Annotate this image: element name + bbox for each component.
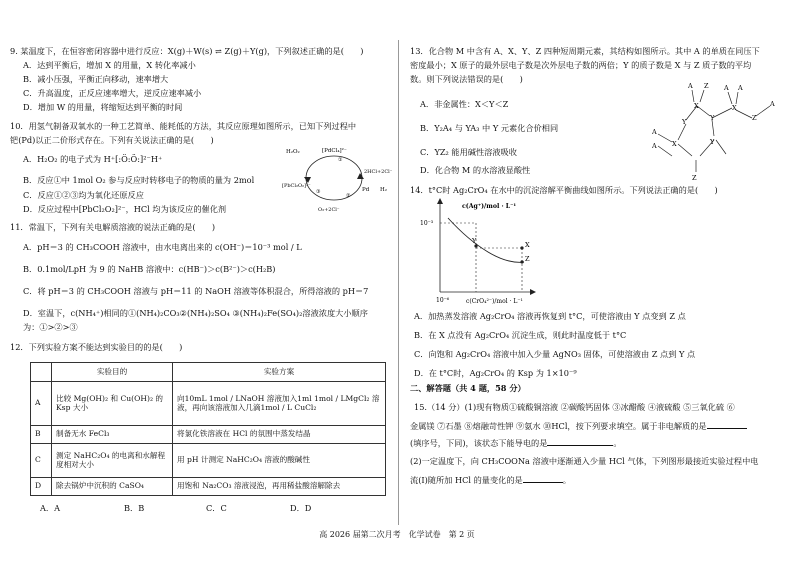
- q9-option-d: D．增加 W 的用量，将缩短达到平衡的时间: [23, 102, 183, 112]
- q13-stem-3: 数。则下列说法错误的是( ): [410, 74, 523, 84]
- row-id: B: [31, 426, 52, 444]
- solubility-curve: [448, 218, 524, 262]
- q13-option-b: B．Y₂A₄ 与 YA₃ 中 Y 元素化合价相同: [420, 123, 559, 133]
- q15-line-5-text: 流(I)随所加 HCl 的量变化的是: [410, 475, 523, 485]
- q10-cycle-diagram: [282, 143, 392, 215]
- table-header-cell: [31, 363, 52, 382]
- q15-line-4: (2)一定温度下，向 CH₃COONa 溶液中逐渐通入少量 HCl 气体，下列图形最接近实验过程中电: [410, 456, 759, 466]
- q11-option-b: B．0.1mol/LpH 为 9 的 NaHB 溶液中：c(HB⁻)＞c(B²⁻)＞c(H₂B): [23, 264, 276, 274]
- q15-line-2-text: 金属镁 ⑦石墨 ⑧熔融苛性钾 ⑨氨水 ⑩HCl，按下列要求填空。属于非电解质的是: [410, 421, 707, 431]
- atom: A: [688, 82, 693, 90]
- row-id: C: [31, 444, 52, 478]
- q10-option-b: B．反应①中 1mol O₂ 参与反应时转移电子的物质的量为 2mol: [23, 175, 255, 185]
- table-header-cell: 实验方案: [173, 363, 386, 382]
- atom: X: [694, 102, 699, 110]
- y-axis-label: c(Ag⁺)/mol · L⁻¹: [462, 203, 517, 210]
- cycle-label-h2: H₂: [380, 187, 388, 193]
- q11-option-c: C．将 pH＝3 的 CH₃COOH 溶液与 pH＝11 的 NaOH 溶液等体积混合，所得溶液的 pH＝7: [23, 286, 369, 296]
- q11-option-a: A．pH＝3 的 CH₃COOH 溶液中，由水电离出来的 c(OH⁻)＝10⁻³ mol / L: [23, 242, 302, 252]
- table-row: [31, 426, 386, 444]
- atom: A: [652, 142, 657, 150]
- answer-blank[interactable]: [547, 437, 613, 446]
- row-plan: 将氯化铁溶液在 HCl 的氛围中蒸发结晶: [173, 426, 386, 444]
- q13-option-d: D．化合物 M 的水溶液显酸性: [420, 165, 531, 175]
- y-tick-label: 10⁻³: [420, 220, 434, 227]
- label-x: X: [525, 241, 530, 249]
- atom: A: [724, 84, 729, 92]
- q12-stem: 12．下列实验方案不能达到实验目的的是( ): [10, 342, 183, 352]
- q13-stem-1: 13．化合物 M 中含有 A、X、Y、Z 四种短周期元素，其结构如图所示。其中 A 的单质在同压下: [410, 46, 760, 56]
- section-title: 二、解答题（共 4 题，58 分）: [410, 383, 526, 393]
- q11-option-d-cont: 为：①>②>③: [23, 322, 78, 332]
- q13-option-c: C．YZ₂ 能用碱性溶液吸收: [420, 147, 517, 157]
- row-plan: 用 pH 计测定 NaHC₂O₄ 溶液的酸碱性: [173, 444, 386, 478]
- q10-stem-1: 10．用氢气制备双氧水的一种工艺简单、能耗低的方法，其反应原理如图所示，已知下列过程中: [10, 121, 357, 131]
- table-header-cell: 实验目的: [52, 363, 173, 382]
- page-footer: 高 2026 届第二次月考 化学试卷 第 2 页: [319, 530, 475, 539]
- q15-line-3: (填序号，下同)，该状态下能导电的是 。: [410, 438, 622, 448]
- column-divider: [398, 40, 399, 525]
- q13-structure-diagram: [652, 76, 792, 184]
- q10-option-c: C．反应①②③均为氧化还原反应: [23, 190, 144, 200]
- q15-line-5: 流(I)随所加 HCl 的量变化的是 。: [410, 475, 571, 485]
- q10-stem-2: 钯(Pd)以正二价形式存在。下列有关说法正确的是( ): [10, 135, 214, 145]
- q14-option-b: B．在 X 点没有 Ag₂CrO₄ 沉淀生成，则此时温度低于 t°C: [414, 330, 627, 340]
- q12-experiment-table: [30, 362, 386, 496]
- bonds: [658, 90, 770, 172]
- atom: Z: [704, 82, 709, 90]
- table-row: [31, 478, 386, 496]
- cycle-label-pd: Pd: [362, 187, 370, 193]
- q11-option-d: D．室温下，c(NH₄⁺)相同的①(NH₄)₂CO₃②(NH₄)₂SO₄ ③(NH₄)₂Fe(SO₄)₂溶液浓度大小顺序: [23, 308, 368, 318]
- row-id: A: [31, 382, 52, 426]
- atom: Y: [710, 138, 715, 146]
- point-x: [520, 246, 523, 249]
- row-plan: 用饱和 Na₂CO₃ 溶液浸泡，再用稀盐酸溶解除去: [173, 478, 386, 496]
- cycle-step-3: ③: [316, 189, 321, 195]
- q10-option-a: A．H₂O₂ 的电子式为 H⁺[:Ö:Ö:]²⁻H⁺: [23, 154, 163, 164]
- cycle-label-hcl: 2HCl+2Cl⁻: [364, 169, 392, 175]
- q9-option-b: B．减小压强，平衡正向移动，速率增大: [23, 74, 169, 84]
- q15-line-2: [410, 420, 747, 431]
- atom: A: [652, 128, 657, 136]
- q13-stem-2: 密度最小；X 原子的最外层电子数是次外层电子数的两倍；Y 的质子数是 X 与 Z 质子数的平均: [410, 60, 752, 70]
- table-header-row: [31, 363, 386, 382]
- y-axis-arrow: [437, 198, 443, 204]
- q15-line-1: 15.（14 分）(1)现有物质①硫酸铜溶液 ②碳酸钙固体 ③冰醋酸 ④液硫酸 ⑤三氧化硫 ⑥: [414, 402, 735, 412]
- row-plan: 向10mL 1mol / LNaOH 溶液加入1ml 1mol / LMgCl₂ 溶液，再向该溶液加入几滴1mol / L CuCl₂: [173, 382, 386, 426]
- q12-answer-a: A．A: [40, 503, 61, 513]
- cycle-arrow: [357, 173, 364, 179]
- q9-option-a: A．达到平衡后，增加 X 的用量，X 转化率减小: [23, 60, 196, 70]
- q14-option-a: A．加热蒸发溶液 Ag₂CrO₄ 溶液再恢复到 t°C，可使溶液由 Y 点变到 Z 点: [414, 311, 686, 321]
- atom: Y: [682, 118, 687, 126]
- q12-answer-b: B．B: [124, 503, 145, 513]
- q15-line-3-text: (填序号，下同)，该状态下能导电的是: [410, 438, 548, 448]
- q9-option-c: C．升高温度，正反应速率增大，逆反应速率减小: [23, 88, 202, 98]
- row-purpose: 制备无水 FeCl₃: [52, 426, 173, 444]
- point-z: [520, 260, 523, 263]
- answer-blank[interactable]: [707, 420, 747, 429]
- atom: Z: [692, 174, 697, 182]
- cycle-label-o2: O₂+2Cl⁻: [318, 207, 340, 213]
- q14-stem: 14．t°C时 Ag₂CrO₄ 在水中的沉淀溶解平衡曲线如图所示。下列说法正确的是( ): [410, 185, 718, 195]
- cycle-step-2: ②: [346, 193, 351, 199]
- cycle-label-pdcl4: [PdCl₄]²⁻: [322, 148, 347, 154]
- row-purpose: 比较 Mg(OH)₂ 和 Cu(OH)₂ 的 Ksp 大小: [52, 382, 173, 426]
- q10-option-d: D．反应过程中[PbCl₂O₂]²⁻，HCl 均为该反应的催化剂: [23, 204, 227, 214]
- q12-answer-d: D．D: [290, 503, 312, 513]
- atom: X: [672, 140, 677, 148]
- table-row: [31, 382, 386, 426]
- atom: X: [732, 104, 737, 112]
- q11-stem: 11．常温下，下列有关电解质溶液的说法正确的是( ): [10, 222, 216, 232]
- q14-option-c: C．向饱和 Ag₂CrO₄ 溶液中加入少量 AgNO₃ 固体，可使溶液由 Z 点到 Y 点: [414, 349, 696, 359]
- label-z: Z: [525, 255, 530, 263]
- q14-option-d: D．在 t°C时，Ag₂CrO₄ 的 Ksp 为 1×10⁻⁹: [414, 368, 577, 378]
- label-y: Y: [472, 237, 477, 245]
- cycle-label-h2o2: H₂O₂: [286, 149, 300, 155]
- atom: Y: [710, 114, 715, 122]
- q9-stem: 9. 某温度下，在恒容密闭容器中进行反应：X(g)＋W(s) ⇌ Z(g)＋Y(g)，下列叙述正确的是( ): [10, 46, 364, 56]
- atom: Z: [752, 114, 757, 122]
- x-axis-arrow: [530, 289, 536, 295]
- table-row: [31, 444, 386, 478]
- row-purpose: 除去锅炉中沉积的 CaSO₄: [52, 478, 173, 496]
- cycle-label-pbcl2o2: [PbCl₂O₂]²⁻: [282, 183, 311, 189]
- answer-blank[interactable]: [523, 474, 563, 483]
- row-id: D: [31, 478, 52, 496]
- atom: A: [738, 84, 743, 92]
- x-tick-label: 10⁻⁶: [436, 297, 450, 304]
- q13-option-a: A．非金属性：X＜Y＜Z: [420, 99, 509, 109]
- cycle-ring: [306, 156, 362, 200]
- q12-answer-c: C．C: [206, 503, 227, 513]
- row-purpose: 测定 NaHC₂O₄ 的电离和水解程度相对大小: [52, 444, 173, 478]
- atom: A: [770, 100, 775, 108]
- q14-solubility-graph: [408, 196, 558, 306]
- cycle-step-1: ①: [338, 157, 343, 163]
- x-axis-label: c(CrO₄²⁻)/mol · L⁻¹: [466, 298, 523, 305]
